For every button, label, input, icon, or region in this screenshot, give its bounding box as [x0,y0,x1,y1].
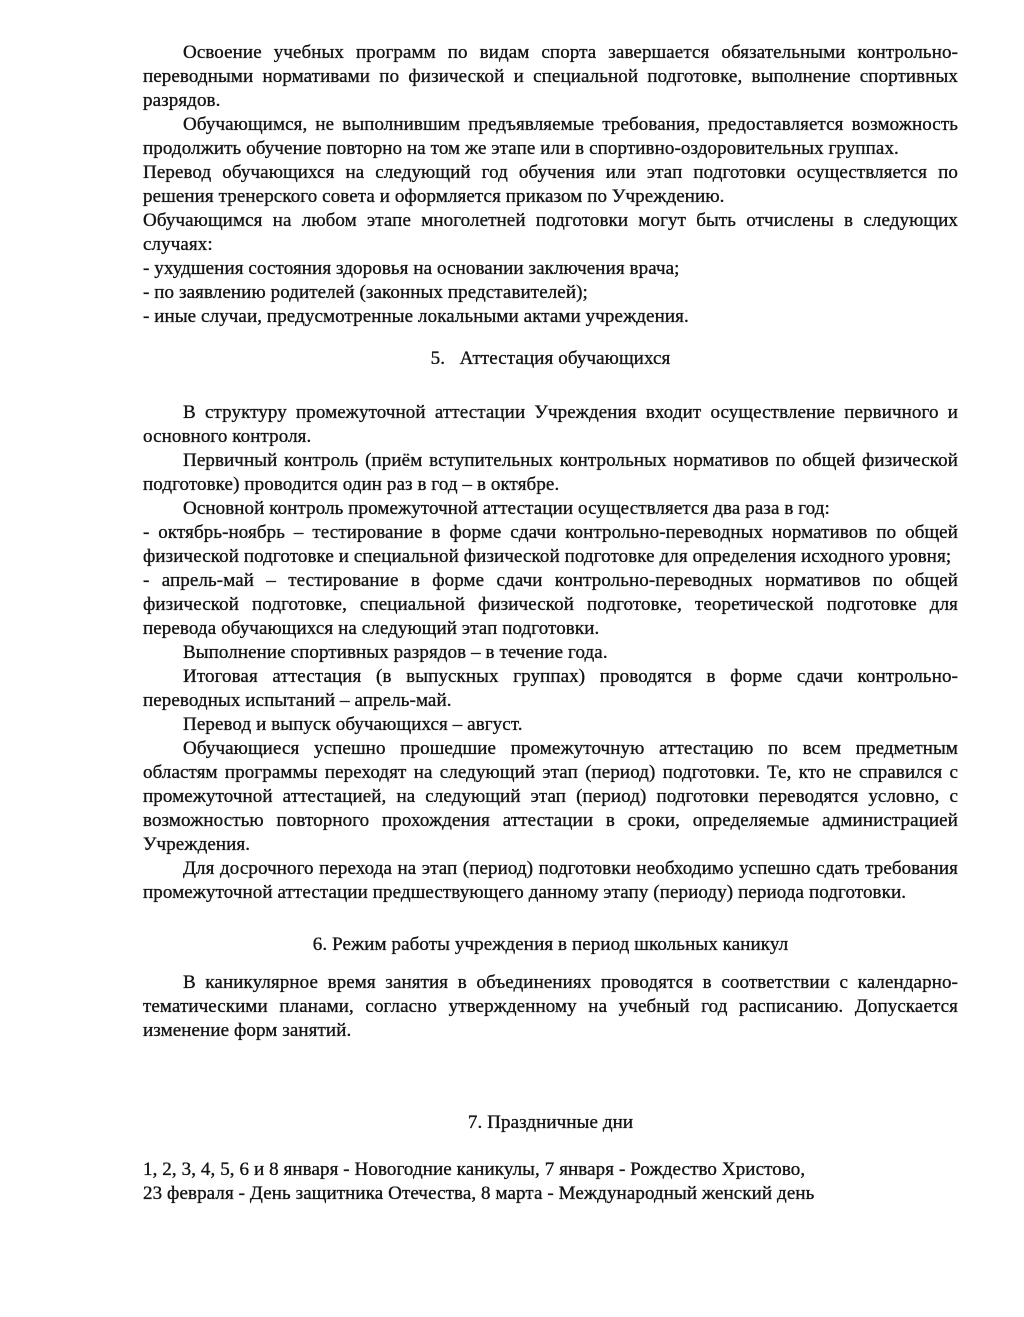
section-7-heading: 7. Праздничные дни [467,1112,634,1133]
section-6-heading: 6. Режим работы учреждения в период школьных каникул [312,934,789,955]
paragraph: Обучающимся, не выполнившим предъявляемые требования, предоставляется возможность продолжить обучение повторно на том же этапе или в спортивно-оздоровительных группах. [143,114,958,159]
paragraph: Перевод обучающихся на следующий год обучения или этап подготовки осуществляется по решения тренерского совета и оформляется приказом по Учреждению. [143,162,958,207]
paragraph: Обучающиеся успешно прошедшие промежуточную аттестацию по всем предметным областям программы переходят на следующий этап (период) подготовки. Те, кто не справился с промежуточной аттестацией, на следующий этап (период) подготовки переводятся условно, с возможностью повторного прохождения аттестации в сроки, определяемые администрацией Учреждения. [143,738,958,855]
document-content [143,41,958,1206]
section-5-heading: 5. Аттестация обучающихся [430,348,671,369]
list-item: - ухудшения состояния здоровья на основании заключения врача; [143,258,680,279]
list-item: - иные случаи, предусмотренные локальными актами учреждения. [143,306,689,327]
paragraph: В структуру промежуточной аттестации Учреждения входит осуществление первичного и основного контроля. [143,402,958,447]
paragraph: Обучающимся на любом этапе многолетней подготовки могут быть отчислены в следующих случаях: [143,210,958,255]
paragraph: В каникулярное время занятия в объединениях проводятся в соответствии с календарно-тематическими планами, согласно утвержденному на учебный год расписанию. Допускается изменение форм занятий. [143,972,958,1041]
list-item: - апрель-май – тестирование в форме сдачи контрольно-переводных нормативов по общей физической подготовке, специальной физической подготовке, теоретической подготовке для перевода обучающихся на следующий этап подготовки. [143,570,958,639]
paragraph: Итоговая аттестация (в выпускных группах) проводятся в форме сдачи контрольно-переводных испытаний – апрель-май. [143,666,958,711]
list-item: - по заявлению родителей (законных представителей); [143,282,588,303]
paragraph: Для досрочного перехода на этап (период) подготовки необходимо успешно сдать требования промежуточной аттестации предшествующего данному этапу (периоду) периода подготовки. [143,858,958,903]
paragraph: 1, 2, 3, 4, 5, 6 и 8 января - Новогодние каникулы, 7 января - Рождество Христово, [143,1159,806,1180]
paragraph: Выполнение спортивных разрядов – в течение года. [183,642,608,663]
paragraph: 23 февраля - День защитника Отечества, 8 марта - Международный женский день [143,1183,815,1204]
paragraph: Основной контроль промежуточной аттестации осуществляется два раза в год: [183,498,830,519]
list-item: - октябрь-ноябрь – тестирование в форме сдачи контрольно-переводных нормативов по общей физической подготовке и специальной физической подготовке для определения исходного уровня; [143,522,958,567]
paragraph: Первичный контроль (приём вступительных контрольных нормативов по общей физической подготовке) проводится один раз в год – в октябре. [143,450,958,495]
paragraph: Освоение учебных программ по видам спорта завершается обязательными контрольно-переводными нормативами по физической и специальной подготовке, выполнение спортивных разрядов. [143,42,958,111]
paragraph: Перевод и выпуск обучающихся – август. [183,714,523,735]
